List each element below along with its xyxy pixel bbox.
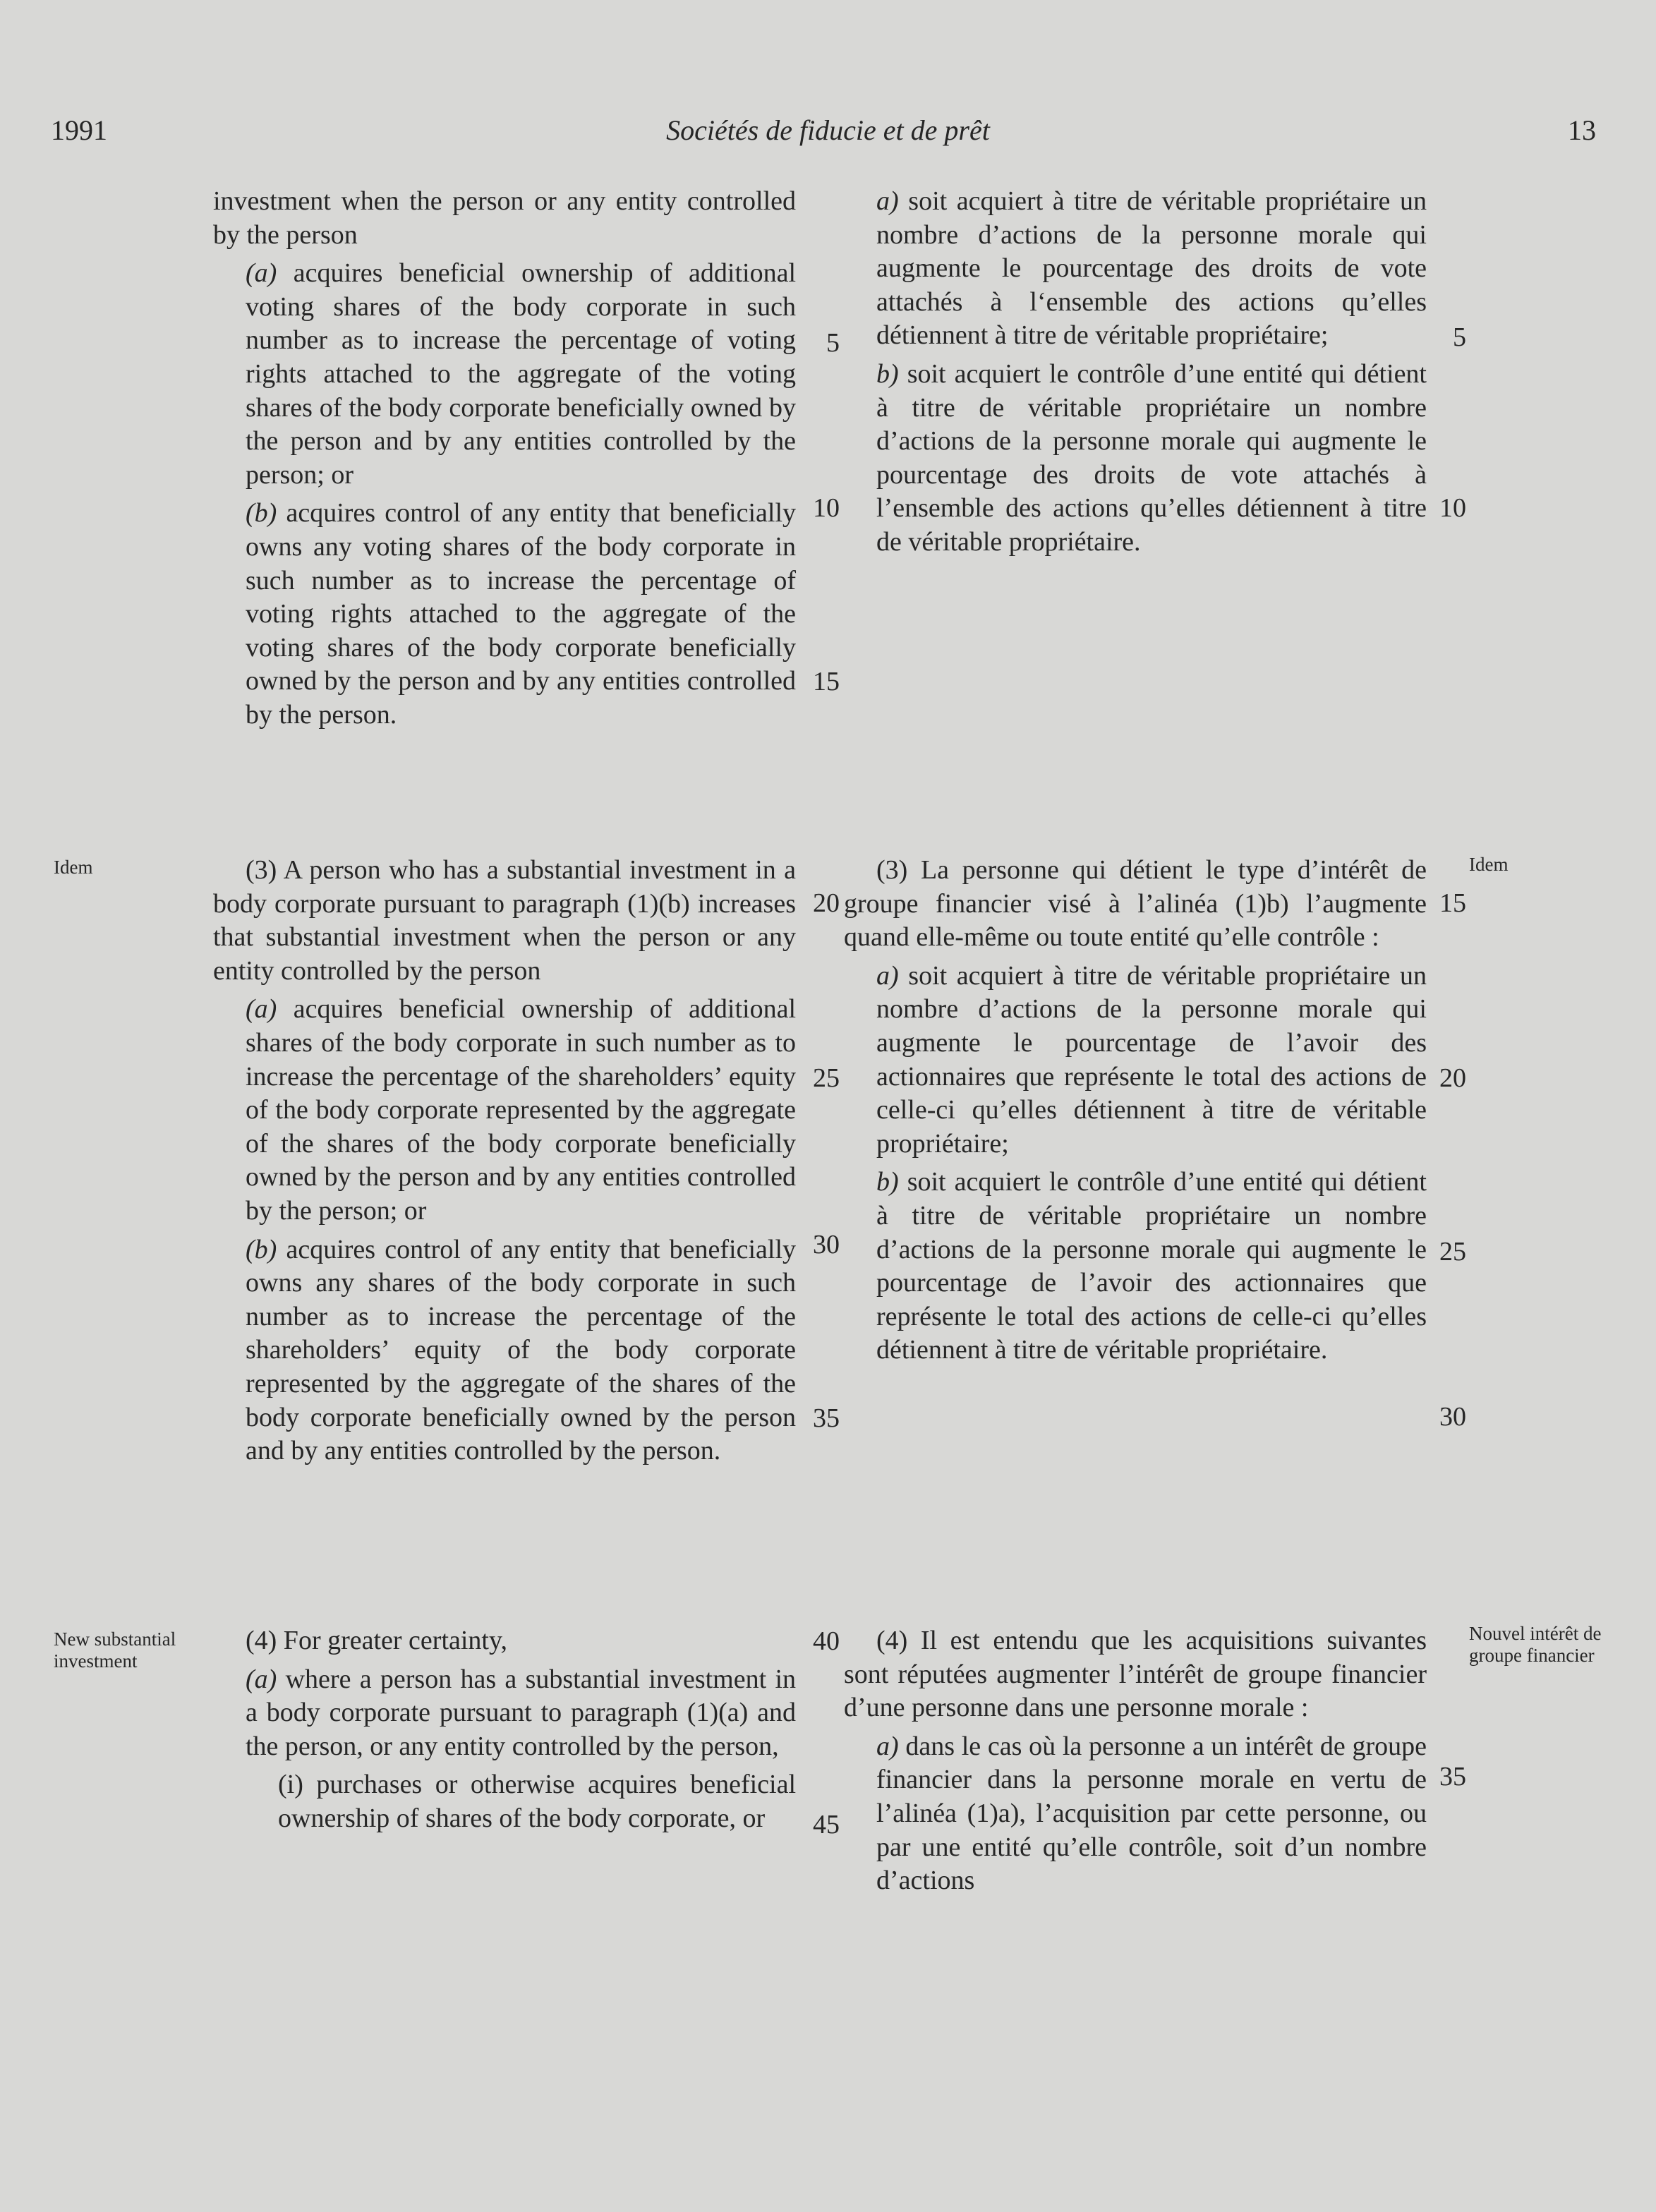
line-number-fr: 10 <box>1439 493 1466 523</box>
en-clause-b: (b) acquires control of any entity that beneficially owns any shares of the body corporate in such number as to increase the percentage of the shareholders’ equity of the body corporate represented by the aggregate of the shares of the body corporate beneficially owned by the person and by any entities controlled by the person. <box>246 1234 797 1466</box>
en-clause-a: (a) acquires beneficial ownership of additional voting shares of the body corporate in such number as to increase the percentage of voting rights attached to the aggregate of the voting shares of the body corporate beneficially owned by the person and by any entities controlled by the person; or <box>246 258 797 490</box>
en-subsection-4-lead: (4) For greater certainty, <box>246 1626 508 1655</box>
en-section-2-continued <box>213 185 796 737</box>
header-year: 1991 <box>51 114 107 146</box>
line-number-en: 20 <box>813 888 840 918</box>
en-clause-b: (b) acquires control of any entity that beneficially owns any voting shares of the body corporate in such number as to increase the percentage of voting rights attached to the aggregate of the voting shares of the body corporate beneficially owned by the person and by any entities controlled by the person. <box>246 498 797 730</box>
en-subclause-i: (i) purchases or otherwise acquires beneficial ownership of shares of the body corporate, or <box>278 1770 797 1833</box>
en-paragraph: investment when the person or any entity controlled by the person <box>213 186 796 250</box>
fr-section-2-continued <box>844 185 1427 564</box>
line-number-fr: 15 <box>1439 888 1466 918</box>
header-title: Sociétés de fiducie et de prêt <box>666 114 990 146</box>
line-number-fr: 35 <box>1439 1762 1466 1791</box>
fr-subsection-4-lead: (4) Il est entendu que les acquisitions suivantes sont réputées augmenter l’intérêt de groupe financier d’une personne dans une personne morale : <box>844 1626 1427 1723</box>
fr-subsection-3-lead: (3) La personne qui détient le type d’intérêt de groupe financier visé à l’alinéa (1)b) l’augmente quand elle-même ou toute entité qu’elle contrôle : <box>844 855 1427 953</box>
line-number-en: 35 <box>813 1403 840 1433</box>
line-number-en: 30 <box>813 1230 840 1259</box>
fr-subsection-4 <box>844 1624 1427 1903</box>
fr-clause-a: a) soit acquiert à titre de véritable propriétaire un nombre d’actions de la personne morale qui augmente le pourcentage des droits de vote attachés à l‘ensemble des actions qu’elles détiennent à titre de véritable propriétaire; <box>876 186 1427 351</box>
en-clause-a: (a) where a person has a substantial investment in a body corporate pursuant to paragraph (1)(a) and the person, or any entity controlled by the person, <box>246 1664 797 1761</box>
margin-note-fr-new-investment: Nouvel intérêt de groupe financier <box>1469 1623 1602 1666</box>
fr-clause-b: b) soit acquiert le contrôle d’une entité qui détient à titre de véritable propriétaire un nombre d’actions de la personne morale qui augmente le pourcentage des droits de vote attachés à l’ensemble des actions qu’elles détiennent à titre de véritable propriétaire. <box>876 358 1427 557</box>
margin-note-en-new-investment: New substantial investment <box>54 1628 176 1672</box>
line-number-en: 15 <box>813 667 840 696</box>
line-number-fr: 30 <box>1439 1402 1466 1432</box>
line-number-fr: 25 <box>1439 1237 1466 1267</box>
margin-note-en-idem: Idem <box>54 857 93 878</box>
en-subsection-3 <box>213 854 796 1473</box>
en-subsection-4 <box>213 1624 796 1841</box>
page-number: 13 <box>1568 114 1596 146</box>
line-number-fr: 20 <box>1439 1063 1466 1093</box>
fr-clause-a: a) dans le cas où la personne a un intérêt de groupe financier dans la personne morale en vertu de l’alinéa (1)a), l’acquisition par cette personne, ou par une entité qu’elle contrôle, soit d’un nombre d’actions <box>876 1731 1427 1896</box>
fr-clause-b: b) soit acquiert le contrôle d’une entité qui détient à titre de véritable propriétaire un nombre d’actions de la personne morale qui augmente le pourcentage de l’avoir des actionnaires que représente le total des actions de celle-ci qu’elles détiennent à titre de véritable propriétaire. <box>876 1167 1427 1365</box>
en-subsection-3-lead: (3) A person who has a substantial investment in a body corporate pursuant to paragraph (1)(b) increases that substantial investment when the person or any entity controlled by the person <box>213 855 796 986</box>
margin-note-fr-idem: Idem <box>1469 854 1509 875</box>
fr-clause-a: a) soit acquiert à titre de véritable propriétaire un nombre d’actions de la personne morale qui augmente le pourcentage de l’avoir des actionnaires que représente le total des actions de celle-ci qu’elles détiennent à titre de véritable propriétaire; <box>876 960 1427 1159</box>
line-number-en: 45 <box>813 1810 840 1839</box>
fr-subsection-3 <box>844 854 1427 1372</box>
line-number-en: 40 <box>813 1626 840 1656</box>
en-clause-a: (a) acquires beneficial ownership of additional shares of the body corporate in such number as to increase the percentage of the shareholders’ equity of the body corporate represented by the aggregate of the shares of the body corporate beneficially owned by the person and by any entities controlled by the person; or <box>246 994 797 1226</box>
line-number-en: 10 <box>813 493 840 523</box>
line-number-en: 5 <box>826 328 840 358</box>
line-number-en: 25 <box>813 1063 840 1093</box>
line-number-fr: 5 <box>1453 322 1466 352</box>
